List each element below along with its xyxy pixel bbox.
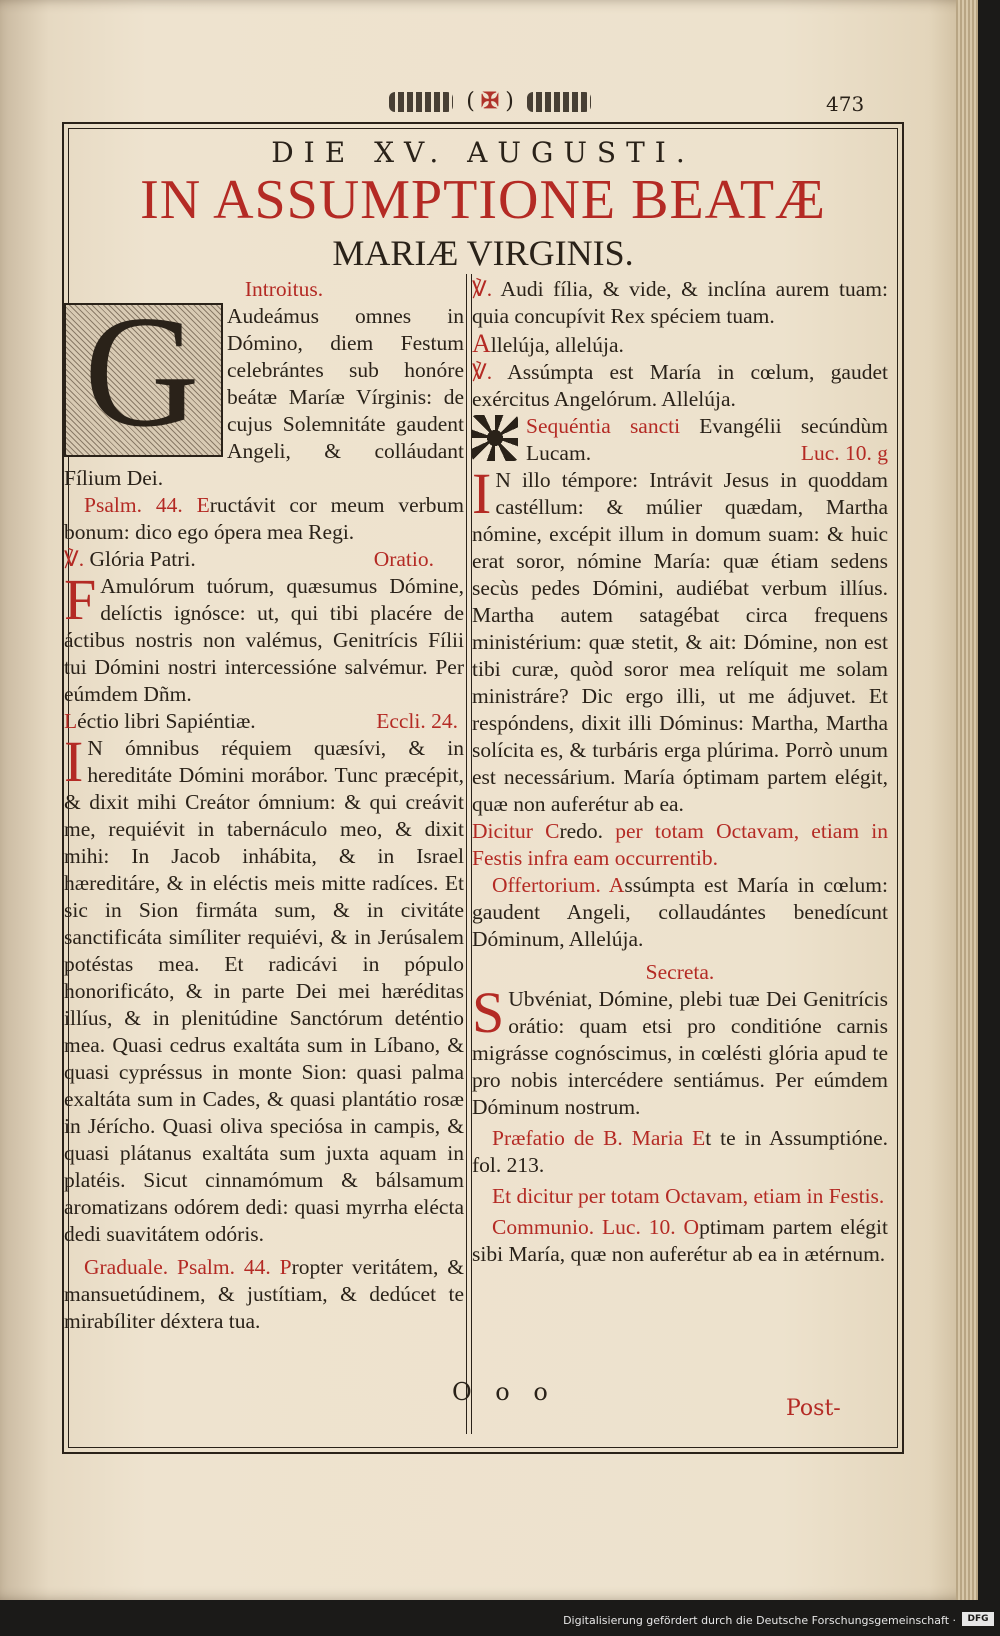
communio: Communio. Luc. 10. Optimam partem elégit sibi María, quæ non auferétur ab ea in ætérnum. bbox=[472, 1215, 889, 1266]
right-column bbox=[472, 276, 888, 1268]
digitization-footer bbox=[0, 1600, 1000, 1636]
cross-icon: ✠ bbox=[480, 88, 500, 114]
lectio-heading: Léctio libri Sapiéntiæ. Eccli. 24. bbox=[64, 709, 458, 733]
text-frame bbox=[62, 122, 904, 1454]
lectio: I N ómnibus réquiem quæsívi, & in hereditáte Dómini morábor. Tunc præcépit, & dixit mihi Creátor ómnium: & qui creávit me, requiévit in tabernáculo meo, & dixit mihi: In Jacob inhábita, & in Israel hæreditáre, & in eléctis meis mitte radíces. Et sic in Sion firmáta sum, & in civitáte sanctificáta simíliter requiévi, & in Jerúsalem potéstas mea. Et radicávi in pópulo honorificáto, & in parte Dei mei hæréditas illíus, & in plenitúdine Sanctórum deténtio mea. Quasi cedrus exaltáta sum in Líbano, & quasi cypréssus in monte Sion: quasi palma exaltáta sum in Cades, & quasi plantátio rosæ in Jérícho. Quasi oliva speciósa in campis, & quasi plátanus exaltáta sum juxta aquam in platéis. Sicut cinnamómum & bálsamum aromatizans odórem dedi: quasi myrrha elécta dedi suavitátem odóris. bbox=[64, 729, 464, 1246]
page-number: 473 bbox=[826, 92, 865, 116]
left-column bbox=[64, 276, 468, 1335]
signature-mark: O o o bbox=[452, 1378, 556, 1406]
flower-ornament-icon bbox=[472, 415, 518, 461]
versicle-1: ℣. Audi fília, & vide, & inclína aurem tuam: quia concupívit Rex spéciem tuam. bbox=[472, 277, 888, 328]
secreta: S Ubvéniat, Dómine, plebi tuæ Dei Genitrícis orátio: quam etsi pro conditióne carnis migrásse cognóscimus, in cœlésti glória apud te pro nobis intercédere sentiámus. Per eúmdem Dóminum nostrum. bbox=[472, 980, 888, 1119]
catchword: Post- bbox=[786, 1396, 841, 1421]
page-edge bbox=[956, 0, 978, 1600]
ornament-left bbox=[389, 92, 453, 112]
alleluia: Allelúja, allelúja. bbox=[472, 329, 624, 358]
day-heading: DIE XV. AUGUSTI. bbox=[271, 136, 695, 169]
versicle-2: ℣. Assúmpta est María in cœlum, gaudet exércitus Angelórum. Allelúja. bbox=[472, 360, 888, 411]
introitus-label: Introitus. bbox=[244, 277, 324, 301]
woodcut-initial: G bbox=[64, 303, 223, 457]
ornament-right bbox=[527, 92, 591, 112]
running-head: ( ✠ ) bbox=[380, 88, 600, 114]
feast-subtitle: MARIÆ VIRGINIS. bbox=[332, 233, 634, 273]
praefatio: Præfatio de B. Maria Et te in Assumptióne. fol. 213. bbox=[472, 1126, 888, 1177]
octava-note: Et dicitur per totam Octavam, etiam in Festis. bbox=[492, 1184, 885, 1208]
secreta-label: Secreta. bbox=[645, 960, 715, 984]
introitus: G Audeámus omnes in Dómino, diem Festum celebrántes sub honóre beátæ Maríæ Vírginis: de cujus Solemnitáte gaudent Angeli, & colláudant Fílium Dei. bbox=[64, 282, 464, 490]
graduale: Graduale. Psalm. 44. Propter veritátem, & mansuetúdinem, & justítiam, & dedúcet te mirabíliter déxtera tua. bbox=[64, 1255, 464, 1333]
credo: Dicitur Credo. per totam Octavam, etiam in Festis infra eam occurrentib. bbox=[472, 819, 889, 870]
gloria-line: ℣. Glória Patri. Oratio. bbox=[64, 546, 464, 573]
psalm: Psalm. 44. Eructávit cor meum verbum bonum: dico ego ópera mea Regi. bbox=[64, 493, 464, 544]
offertorium: Offertorium. Assúmpta est María in cœlum: gaudent Angeli, collaudántes benedícunt Dóminum, Allelúja. bbox=[472, 873, 888, 951]
dfg-logo-icon: DFG bbox=[962, 1612, 994, 1626]
oratio: F Amulórum tuórum, quæsumus Dómine, delíctis ignósce: ut, qui tibi placére de áctibus nostris non valémus, Genitrícis Fílii tui Dómini nostri intercessióne salvémur. Per eúmdem Dñm. bbox=[64, 567, 464, 706]
oratio-label: Oratio. bbox=[373, 547, 434, 571]
feast-title: IN ASSUMPTIONE BEATÆ bbox=[140, 169, 826, 231]
sequentia: Sequéntia sancti Evangélii secúndùm Lucam. Luc. 10. g bbox=[472, 413, 888, 467]
gospel: I N illo témpore: Intrávit Jesus in quoddam castéllum: & múlier quædam, Martha nómine, excépit illum in domum suam: & huic erat soror, nómine María: quæ étiam sedens secùs pedes Dómini, audiébat verbum illíus. Martha autem satagébat circa frequens ministérium: quæ stetit, & ait: Dómine, non est tibi curæ, quòd soror mea relíquit me solam ministráre? Dic ergo illi, ut me ádjuvet. Et respóndens, dixit illi Dóminus: Martha, Martha solícita es, & turbáris erga plúrima. Porrò unum est necessárium. María óptimam partem elégit, quæ non auferétur ab ea. bbox=[472, 461, 888, 816]
footer-credit: Digitalisierung gefördert durch die Deutsche Forschungsgemeinschaft · bbox=[563, 1614, 956, 1627]
